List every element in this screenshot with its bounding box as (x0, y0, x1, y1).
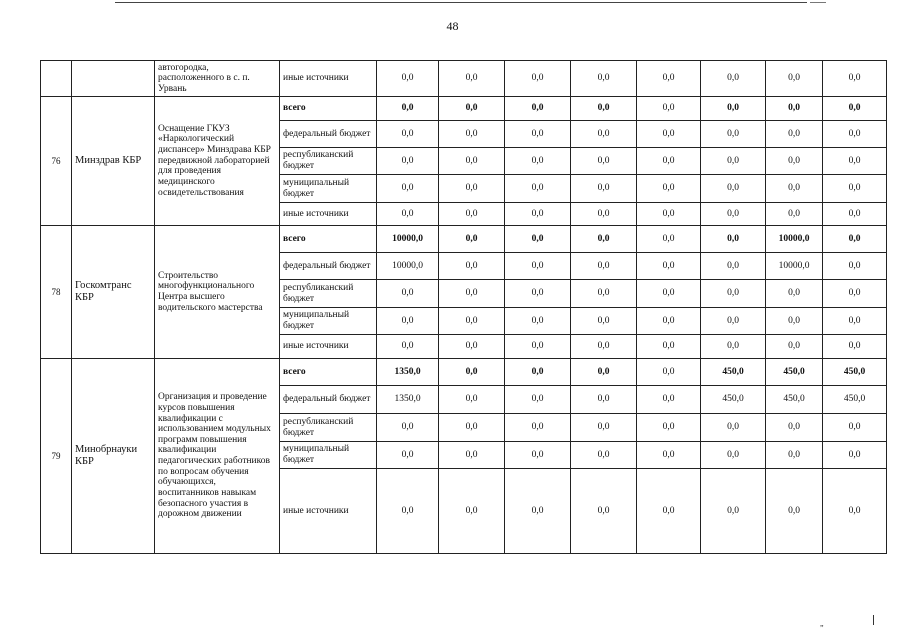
year-value-cell: 0,0 (571, 280, 637, 308)
row-number-cell: 76 (41, 97, 72, 226)
year-value-cell: 0,0 (505, 203, 571, 226)
year-value-cell: 0,0 (701, 469, 766, 554)
year-value-cell: 10000,0 (766, 226, 823, 253)
year-value-cell: 0,0 (637, 175, 701, 203)
year-value-cell: 0,0 (439, 148, 505, 175)
year-value-cell: 0,0 (766, 203, 823, 226)
total-value-cell: 0,0 (377, 148, 439, 175)
year-value-cell: 0,0 (505, 386, 571, 414)
total-value-cell: 0,0 (377, 61, 439, 97)
top-rule (115, 2, 807, 3)
year-value-cell: 0,0 (439, 97, 505, 121)
year-value-cell: 0,0 (505, 226, 571, 253)
year-value-cell: 0,0 (505, 335, 571, 359)
year-value-cell: 0,0 (439, 386, 505, 414)
year-value-cell: 0,0 (505, 308, 571, 335)
top-rule-fragment (810, 2, 826, 3)
year-value-cell: 0,0 (701, 175, 766, 203)
year-value-cell: 0,0 (571, 442, 637, 469)
measure-description-cell: Оснащение ГКУЗ «Наркологический диспансер» Минздрава КБР передвижной лабораторией для проведения медицинского освидетельствования (155, 97, 280, 226)
year-value-cell: 0,0 (766, 442, 823, 469)
funding-source-cell: муниципальный бюджет (280, 175, 377, 203)
year-value-cell: 0,0 (571, 97, 637, 121)
total-value-cell: 1350,0 (377, 359, 439, 386)
funding-source-cell: муниципальный бюджет (280, 308, 377, 335)
year-value-cell: 0,0 (439, 469, 505, 554)
funding-source-cell: федеральный бюджет (280, 386, 377, 414)
year-value-cell: 0,0 (637, 61, 701, 97)
year-value-cell: 0,0 (701, 148, 766, 175)
year-value-cell: 0,0 (571, 335, 637, 359)
year-value-cell: 0,0 (823, 61, 887, 97)
total-value-cell: 0,0 (377, 335, 439, 359)
year-value-cell: 0,0 (571, 148, 637, 175)
executor-cell (72, 61, 155, 97)
year-value-cell: 0,0 (766, 335, 823, 359)
year-value-cell: 0,0 (701, 203, 766, 226)
total-value-cell: 0,0 (377, 308, 439, 335)
year-value-cell: 0,0 (505, 175, 571, 203)
year-value-cell: 0,0 (505, 359, 571, 386)
total-value-cell: 10000,0 (377, 226, 439, 253)
year-value-cell: 0,0 (701, 335, 766, 359)
corner-mark: „ (820, 619, 824, 628)
total-value-cell: 0,0 (377, 442, 439, 469)
year-value-cell: 0,0 (823, 203, 887, 226)
year-value-cell: 0,0 (823, 253, 887, 280)
year-value-cell: 0,0 (823, 308, 887, 335)
year-value-cell: 0,0 (505, 280, 571, 308)
funding-source-cell: муниципальный бюджет (280, 442, 377, 469)
funding-source-cell: всего (280, 226, 377, 253)
year-value-cell: 0,0 (637, 359, 701, 386)
year-value-cell: 0,0 (637, 253, 701, 280)
total-value-cell: 0,0 (377, 121, 439, 148)
year-value-cell: 0,0 (637, 121, 701, 148)
year-value-cell: 0,0 (766, 469, 823, 554)
year-value-cell: 0,0 (505, 148, 571, 175)
row-number-cell: 78 (41, 226, 72, 359)
funding-source-cell: иные источники (280, 61, 377, 97)
year-value-cell: 0,0 (701, 442, 766, 469)
year-value-cell: 0,0 (701, 280, 766, 308)
year-value-cell: 0,0 (571, 226, 637, 253)
corner-tick (873, 615, 874, 625)
year-value-cell: 0,0 (571, 253, 637, 280)
measure-description-cell: Строительство многофункционального Центра высшего водительского мастерства (155, 226, 280, 359)
year-value-cell: 450,0 (823, 386, 887, 414)
year-value-cell: 450,0 (766, 359, 823, 386)
year-value-cell: 0,0 (571, 203, 637, 226)
year-value-cell: 0,0 (823, 335, 887, 359)
year-value-cell: 0,0 (439, 175, 505, 203)
year-value-cell: 0,0 (637, 97, 701, 121)
year-value-cell: 0,0 (505, 61, 571, 97)
year-value-cell: 0,0 (505, 469, 571, 554)
funding-source-cell: республиканский бюджет (280, 148, 377, 175)
row-number-cell (41, 61, 72, 97)
year-value-cell: 0,0 (823, 175, 887, 203)
year-value-cell: 0,0 (637, 280, 701, 308)
funding-source-cell: республиканский бюджет (280, 414, 377, 442)
funding-source-cell: республиканский бюджет (280, 280, 377, 308)
year-value-cell: 0,0 (637, 308, 701, 335)
year-value-cell: 0,0 (571, 386, 637, 414)
executor-cell: Минздрав КБР (72, 97, 155, 226)
year-value-cell: 450,0 (701, 359, 766, 386)
year-value-cell: 0,0 (571, 359, 637, 386)
year-value-cell: 0,0 (571, 414, 637, 442)
year-value-cell: 0,0 (637, 335, 701, 359)
executor-cell: Госкомтранс КБР (72, 226, 155, 359)
funding-source-cell: иные источники (280, 203, 377, 226)
row-number-cell: 79 (41, 359, 72, 554)
year-value-cell: 0,0 (505, 97, 571, 121)
year-value-cell: 0,0 (439, 253, 505, 280)
year-value-cell: 0,0 (701, 121, 766, 148)
year-value-cell: 0,0 (701, 97, 766, 121)
year-value-cell: 0,0 (439, 280, 505, 308)
year-value-cell: 450,0 (701, 386, 766, 414)
funding-source-cell: иные источники (280, 335, 377, 359)
year-value-cell: 0,0 (571, 121, 637, 148)
year-value-cell: 0,0 (571, 308, 637, 335)
year-value-cell: 0,0 (701, 61, 766, 97)
year-value-cell: 0,0 (766, 121, 823, 148)
year-value-cell: 0,0 (701, 253, 766, 280)
year-value-cell: 0,0 (637, 469, 701, 554)
year-value-cell: 0,0 (766, 97, 823, 121)
year-value-cell: 0,0 (439, 203, 505, 226)
year-value-cell: 0,0 (505, 442, 571, 469)
year-value-cell: 0,0 (766, 148, 823, 175)
year-value-cell: 450,0 (766, 386, 823, 414)
year-value-cell: 0,0 (637, 203, 701, 226)
year-value-cell: 0,0 (439, 335, 505, 359)
year-value-cell: 0,0 (637, 226, 701, 253)
total-value-cell: 0,0 (377, 280, 439, 308)
budget-table (40, 60, 887, 554)
year-value-cell: 0,0 (823, 97, 887, 121)
year-value-cell: 0,0 (766, 414, 823, 442)
table-row (41, 226, 887, 253)
year-value-cell: 0,0 (766, 61, 823, 97)
executor-cell: Минобрнауки КБР (72, 359, 155, 554)
year-value-cell: 0,0 (637, 386, 701, 414)
year-value-cell: 0,0 (823, 280, 887, 308)
year-value-cell: 0,0 (439, 308, 505, 335)
year-value-cell: 0,0 (637, 148, 701, 175)
table-body (41, 61, 887, 554)
year-value-cell: 0,0 (439, 414, 505, 442)
year-value-cell: 0,0 (823, 226, 887, 253)
total-value-cell: 0,0 (377, 414, 439, 442)
funding-source-cell: федеральный бюджет (280, 121, 377, 148)
total-value-cell: 0,0 (377, 203, 439, 226)
year-value-cell: 0,0 (766, 308, 823, 335)
year-value-cell: 0,0 (571, 175, 637, 203)
year-value-cell: 450,0 (823, 359, 887, 386)
measure-description-cell: автогородка, расположенного в с. п. Урвань (155, 61, 280, 97)
funding-source-cell: всего (280, 359, 377, 386)
table-row (41, 97, 887, 121)
year-value-cell: 0,0 (701, 308, 766, 335)
year-value-cell: 0,0 (701, 226, 766, 253)
page-number: 48 (446, 19, 459, 33)
year-value-cell: 0,0 (439, 121, 505, 148)
year-value-cell: 0,0 (637, 414, 701, 442)
table-row (41, 61, 887, 97)
funding-source-cell: всего (280, 97, 377, 121)
year-value-cell: 0,0 (439, 442, 505, 469)
total-value-cell: 1350,0 (377, 386, 439, 414)
year-value-cell: 0,0 (823, 469, 887, 554)
year-value-cell: 0,0 (439, 359, 505, 386)
year-value-cell: 0,0 (766, 280, 823, 308)
year-value-cell: 0,0 (823, 121, 887, 148)
funding-source-cell: иные источники (280, 469, 377, 554)
year-value-cell: 0,0 (637, 442, 701, 469)
year-value-cell: 0,0 (505, 253, 571, 280)
measure-description-cell: Организация и проведение курсов повышения квалификации с использованием модульных программ повышения квалификации педагогических работников по вопросам обучения обучающихся, воспитанников навыкам безопасного участия в дорожном движении (155, 359, 280, 554)
year-value-cell: 0,0 (823, 148, 887, 175)
year-value-cell: 0,0 (439, 61, 505, 97)
year-value-cell: 0,0 (439, 226, 505, 253)
table-row (41, 359, 887, 386)
year-value-cell: 0,0 (766, 175, 823, 203)
year-value-cell: 0,0 (571, 469, 637, 554)
total-value-cell: 0,0 (377, 175, 439, 203)
total-value-cell: 0,0 (377, 97, 439, 121)
year-value-cell: 0,0 (701, 414, 766, 442)
year-value-cell: 10000,0 (766, 253, 823, 280)
year-value-cell: 0,0 (505, 121, 571, 148)
total-value-cell: 10000,0 (377, 253, 439, 280)
year-value-cell: 0,0 (571, 61, 637, 97)
funding-source-cell: федеральный бюджет (280, 253, 377, 280)
total-value-cell: 0,0 (377, 469, 439, 554)
year-value-cell: 0,0 (823, 442, 887, 469)
year-value-cell: 0,0 (823, 414, 887, 442)
year-value-cell: 0,0 (505, 414, 571, 442)
